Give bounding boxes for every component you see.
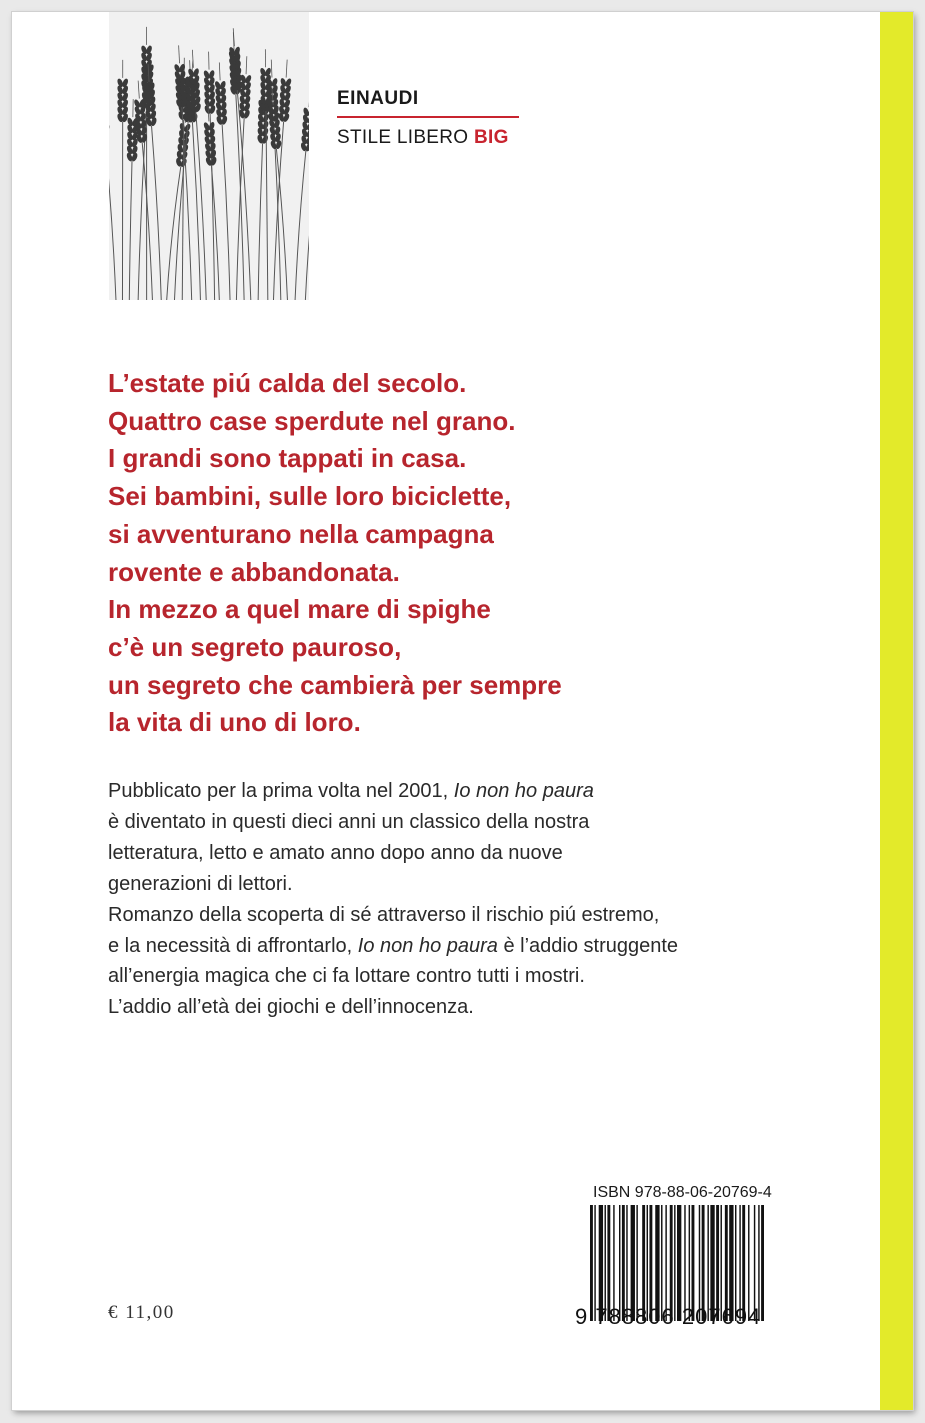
description-line	[108, 776, 838, 807]
book-title: Io non ho paura	[357, 934, 498, 957]
blurb-line: rovente e abbandonata.	[108, 556, 400, 587]
blurb-line: I grandi sono tappati in casa.	[108, 443, 467, 474]
blurb-line: Quattro case sperdute nel grano.	[108, 405, 516, 436]
description-line: generazioni di lettori.	[108, 872, 293, 895]
description-line: L’addio all’età dei giochi e dell’innocenza.	[108, 996, 474, 1019]
publisher-brand	[337, 88, 519, 149]
description-text: e la necessità di affrontarlo,	[108, 934, 358, 957]
description-line	[108, 931, 838, 962]
series-main: STILE LIBERO	[337, 127, 469, 148]
blurb-line: c’è un segreto pauroso,	[108, 631, 402, 662]
price: € 11,00	[108, 1302, 175, 1323]
series-accent: BIG	[473, 127, 509, 148]
series-name	[337, 127, 519, 149]
description-line: Romanzo della scoperta di sé attraverso il rischio piú estremo,	[108, 903, 660, 926]
blurb-line: la vita di uno di loro.	[108, 707, 361, 738]
blurb-line: Sei bambini, sulle loro biciclette,	[108, 481, 512, 512]
publisher-name: EINAUDI	[337, 88, 519, 118]
blurb	[108, 365, 808, 742]
isbn: ISBN 978-88-06-20769-4	[593, 1184, 772, 1201]
blurb-line: si avventurano nella campagna	[108, 518, 494, 549]
description-line: all’energia magica che ci fa lottare contro tutti i mostri.	[108, 965, 585, 988]
description-text: è l’addio struggente	[497, 934, 679, 957]
blurb-line: In mezzo a quel mare di spighe	[108, 594, 491, 625]
blurb-line: L’estate piú calda del secolo.	[108, 368, 467, 398]
description-line: letteratura, letto e amato anno dopo anno da nuove	[108, 841, 563, 864]
wheat-illustration	[109, 12, 309, 300]
blurb-line: un segreto che cambierà per sempre	[108, 669, 562, 700]
yellow-spine-strip	[880, 12, 913, 1410]
book-back-cover	[12, 12, 913, 1410]
book-title: Io non ho paura	[453, 780, 594, 802]
ean-number: 9 788806 207694	[575, 1304, 762, 1329]
description-text: Pubblicato per la prima volta nel 2001,	[108, 780, 454, 802]
description-line: è diventato in questi dieci anni un classico della nostra	[108, 810, 590, 833]
description	[108, 776, 838, 1023]
